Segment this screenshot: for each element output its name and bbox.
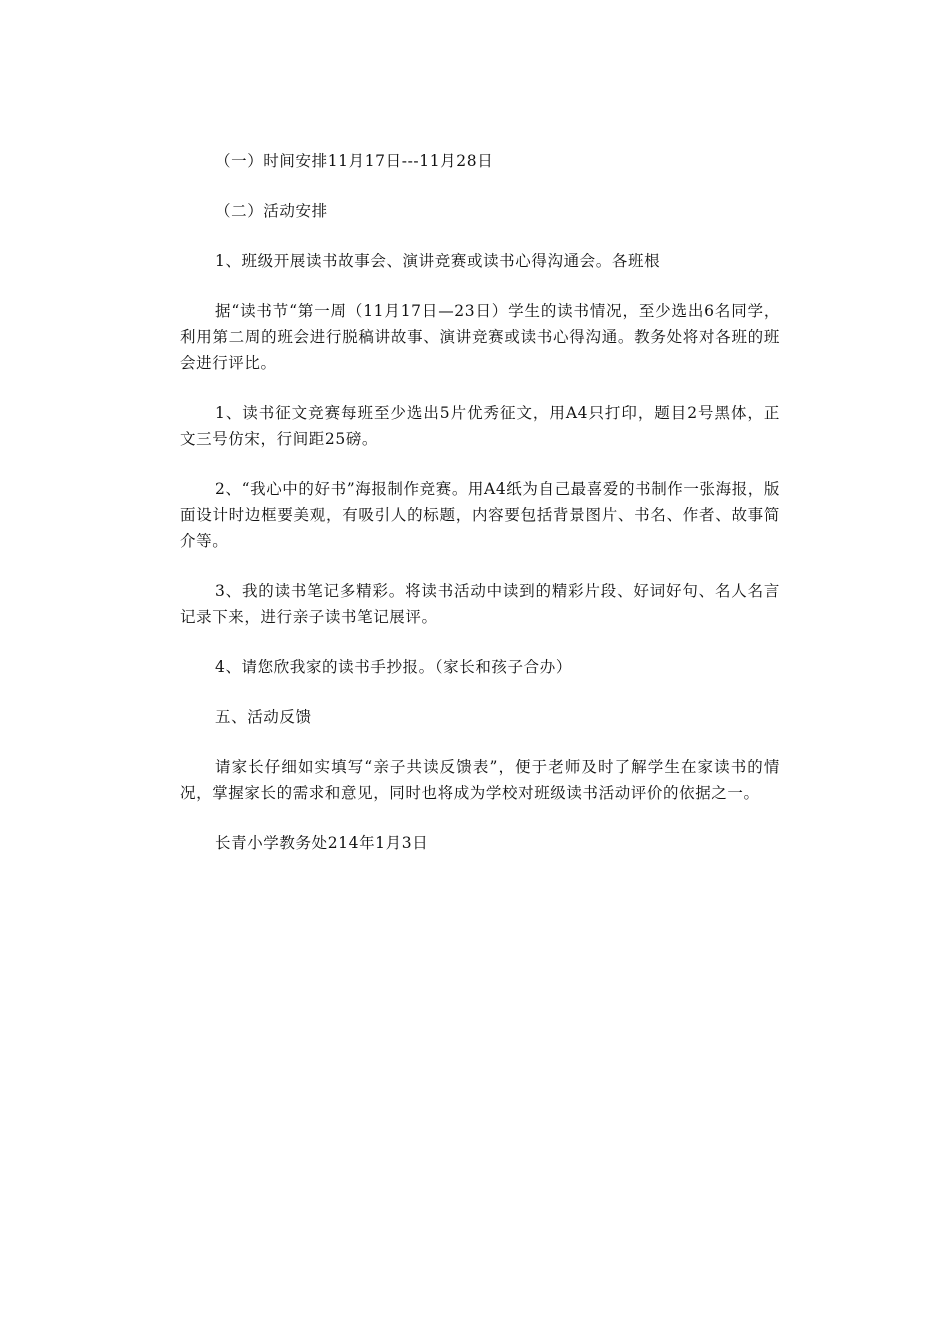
handwritten-newspaper-item: 4、请您欣我家的读书手抄报。（家长和孩子合办）	[215, 658, 572, 676]
feedback-heading: 五、活动反馈	[215, 708, 312, 726]
poster-contest-item: 2、“我心中的好书”海报制作竞赛。用A4纸为自己最喜爱的书制作一张海报，版面设计时边框要美观，有吸引人的标题，内容要包括背景图片、书名、作者、故事简介等。	[180, 480, 780, 550]
time-arrangement-line: （一）时间安排11月17日---11月28日	[215, 152, 494, 170]
class-meeting-details-paragraph: 据“读书节“第一周（11月17日—23日）学生的读书情况，至少选出6名同学，利用第二周的班会进行脱稿讲故事、演讲竞赛或读书心得沟通。教务处将对各班的班会进行评比。	[180, 302, 780, 372]
reading-notes-item: 3、我的读书笔记多精彩。将读书活动中读到的精彩片段、好词好句、名人名言记录下来，进行亲子读书笔记展评。	[180, 582, 780, 626]
class-story-meeting-item: 1、班级开展读书故事会、演讲竞赛或读书心得沟通会。各班根	[215, 252, 661, 270]
essay-contest-item: 1、读书征文竞赛每班至少选出5片优秀征文，用A4只打印，题目2号黑体，正文三号仿宋，行间距25磅。	[180, 404, 780, 448]
feedback-paragraph: 请家长仔细如实填写“亲子共读反馈表”，便于老师及时了解学生在家读书的情况，掌握家长的需求和意见，同时也将成为学校对班级读书活动评价的依据之一。	[180, 758, 780, 802]
activity-arrangement-heading: （二）活动安排	[215, 202, 328, 220]
signature-date-line: 长青小学教务处214年1月3日	[215, 834, 429, 852]
document-body	[180, 148, 780, 880]
